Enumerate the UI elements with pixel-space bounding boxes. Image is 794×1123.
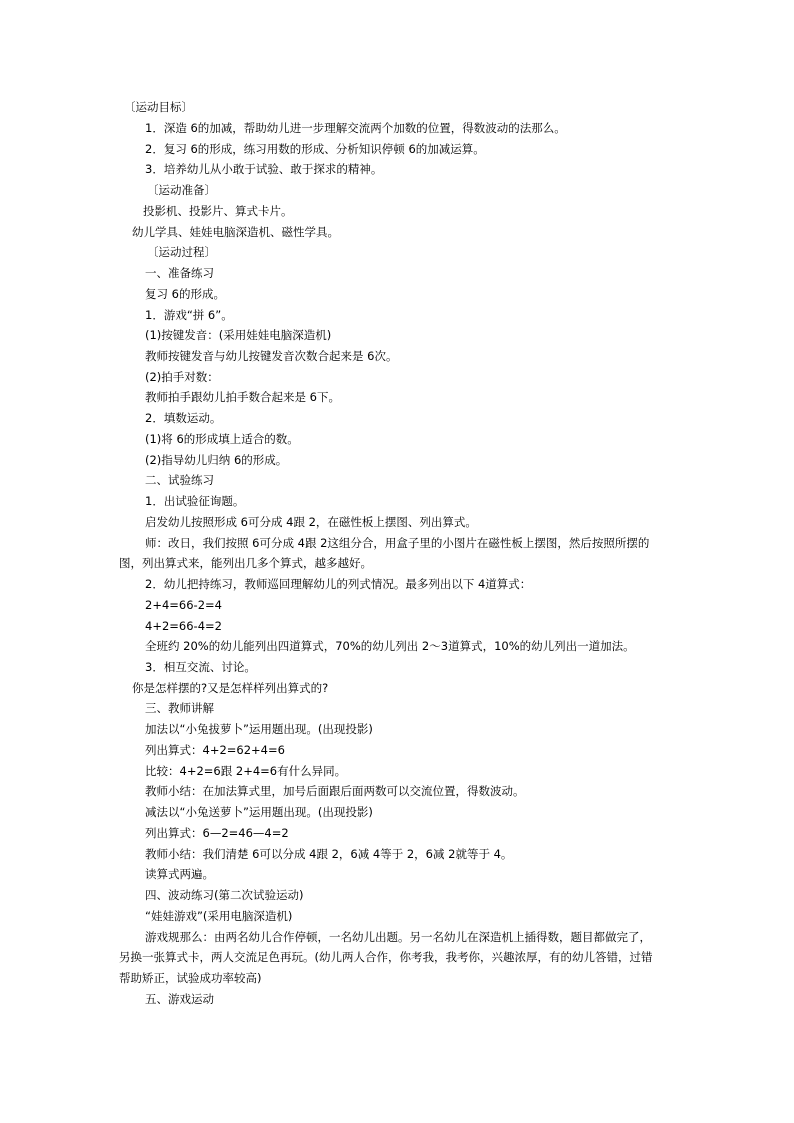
body-line: 3．培养幼儿从小敢于试验、敢于探求的精神。: [145, 162, 383, 176]
body-line: 1．游戏“拼 6”。: [145, 308, 233, 322]
body-line: (1)将 6的形成填上适合的数。: [145, 432, 299, 446]
body-line: 全班约 20%的幼儿能列出四道算式，70%的幼儿列出 2～3道算式，10%的幼儿列出一道加法。: [145, 639, 635, 653]
subsection-heading: 二、试验练习: [145, 473, 214, 487]
body-line: 游戏规那么：由两名幼儿合作停顿，一名幼儿出题。另一名幼儿在深造机上插得数，题目都做完了，: [145, 930, 651, 944]
subsection-heading: 四、波动练习(第二次试验运动): [145, 888, 304, 902]
body-line: 你是怎样摆的?又是怎样样列出算式的?: [132, 681, 329, 695]
body-line: 幼儿学具、娃娃电脑深造机、磁性学具。: [132, 225, 339, 239]
body-line: 教师按键发音与幼儿按键发音次数合起来是 6次。: [145, 349, 398, 363]
body-line: 教师小结：在加法算式里，加号后面跟后面两数可以交流位置，得数波动。: [145, 784, 525, 798]
body-line: 教师拍手跟幼儿拍手数合起来是 6下。: [145, 390, 340, 404]
body-line: 帮助矫正，试验成功率较高): [119, 971, 262, 985]
body-line: 2．幼儿把持练习，教师巡回理解幼儿的列式情况。最多列出以下 4道算式：: [145, 577, 532, 591]
body-line: 3．相互交流、讨论。: [145, 660, 256, 674]
subsection-heading: 三、教师讲解: [145, 701, 214, 715]
body-line: 读算式两遍。: [145, 867, 214, 881]
subsection-heading: 五、游戏运动: [145, 992, 214, 1006]
body-line: 减法以“小兔送萝卜”运用题出现。(出现投影): [145, 805, 373, 819]
body-line: 1．深造 6的加减，帮助幼儿进一步理解交流两个加数的位置，得数波动的法那么。: [145, 121, 566, 135]
body-line: 加法以“小兔拔萝卜”运用题出现。(出现投影): [145, 722, 373, 736]
subsection-heading: 一、准备练习: [145, 266, 214, 280]
section-heading: 〔运动目标〕: [124, 100, 193, 114]
equation-line: 列出算式：6—2=46—4=2: [145, 826, 289, 840]
body-line: 另换一张算式卡，两人交流足色再玩。(幼儿两人合作，你考我，我考你，兴趣浓厚，有的幼儿答错，过错: [119, 950, 653, 964]
body-line: (2)拍手对数：: [145, 370, 219, 384]
body-line: 2．填数运动。: [145, 411, 222, 425]
body-line: “娃娃游戏”(采用电脑深造机): [145, 909, 293, 923]
equation-line: 4+2=66-4=2: [145, 619, 222, 633]
body-line: 投影机、投影片、算式卡片。: [143, 204, 293, 218]
body-line: 图，列出算式来，能列出几多个算式，越多越好。: [119, 556, 372, 570]
body-line: (2)指导幼儿归纳 6的形成。: [145, 453, 288, 467]
section-heading: 〔运动过程〕: [147, 245, 216, 259]
body-line: 教师小结：我们清楚 6可以分成 4跟 2，6减 4等于 2，6减 2就等于 4。: [145, 847, 513, 861]
body-line: 启发幼儿按照形成 6可分成 4跟 2，在磁性板上摆图、列出算式。: [145, 515, 477, 529]
body-line: 师：改日，我们按照 6可分成 4跟 2这组分合，用盒子里的小图片在磁性板上摆图，然后按照所摆的: [145, 536, 650, 550]
section-heading: 〔运动准备〕: [147, 183, 216, 197]
body-line: (1)按键发音：(采用娃娃电脑深造机): [145, 328, 332, 342]
equation-line: 2+4=66-2=4: [145, 598, 222, 612]
body-line: 1．出试验征询题。: [145, 494, 245, 508]
body-line: 复习 6的形成。: [145, 287, 225, 301]
body-line: 比较：4+2=6跟 2+4=6有什么异同。: [145, 764, 347, 778]
equation-line: 列出算式：4+2=62+4=6: [145, 743, 285, 757]
body-line: 2．复习 6的形成，练习用数的形成、分析知识停顿 6的加减运算。: [145, 142, 485, 156]
